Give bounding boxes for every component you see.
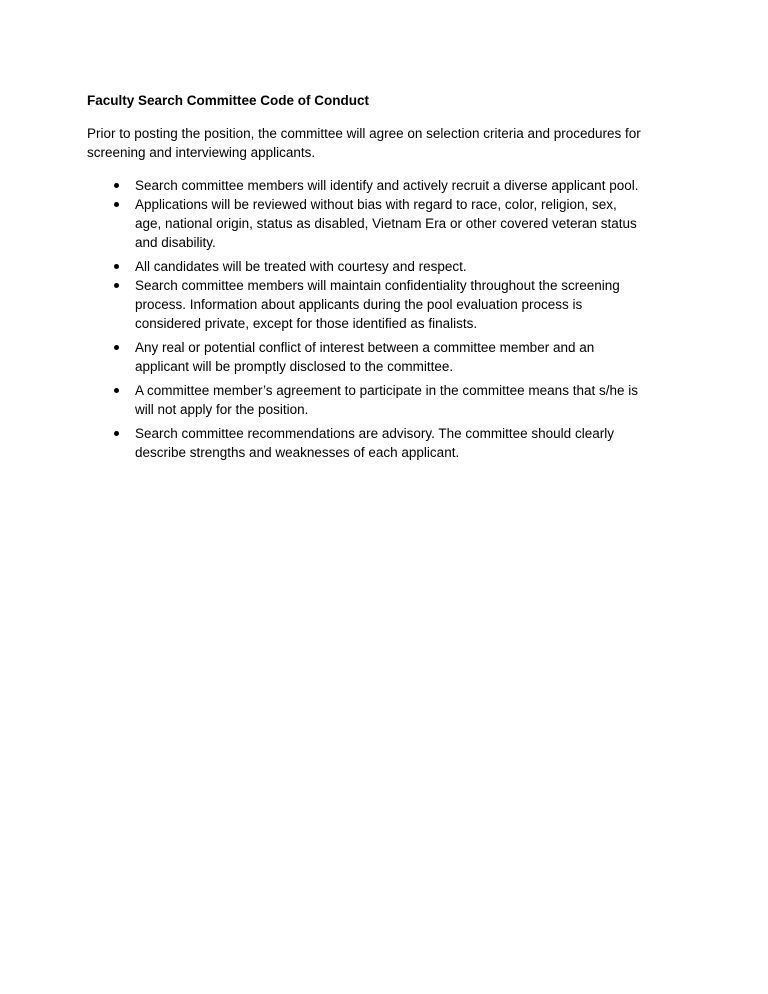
- list-item: [87, 276, 645, 333]
- list-item: [87, 195, 645, 252]
- bullet-icon: [114, 345, 119, 350]
- list-item-text: Search committee members will maintain confidentiality throughout the screening process. Information about applicants during the pool evaluation process is considered private, except for those identified as finalists.: [135, 278, 620, 331]
- list-item-text: A committee member’s agreement to participate in the committee means that s/he is will not apply for the position.: [135, 383, 638, 417]
- bullet-icon: [114, 431, 119, 436]
- bullet-icon: [114, 264, 119, 269]
- list-item: [87, 338, 645, 376]
- intro-paragraph: Prior to posting the position, the committee will agree on selection criteria and procedures for screening and interviewing applicants.: [87, 126, 641, 160]
- list-item-text: Applications will be reviewed without bias with regard to race, color, religion, sex, age, national origin, status as disabled, Vietnam Era or other covered veteran status and disability.: [135, 197, 637, 250]
- list-item-text: Search committee members will identify and actively recruit a diverse applicant pool.: [135, 178, 639, 193]
- bullet-icon: [114, 283, 119, 288]
- list-item-text: All candidates will be treated with courtesy and respect.: [135, 259, 467, 274]
- list-item-text: Any real or potential conflict of interest between a committee member and an applicant will be promptly disclosed to the committee.: [135, 340, 595, 374]
- document-title: Faculty Search Committee Code of Conduct: [87, 93, 370, 108]
- conduct-list: [87, 176, 687, 462]
- bullet-icon: [114, 202, 119, 207]
- list-item: [87, 381, 645, 419]
- bullet-icon: [114, 183, 119, 188]
- list-item: [87, 176, 645, 195]
- list-item-text: Search committee recommendations are advisory. The committee should clearly describe strengths and weaknesses of each applicant.: [135, 426, 614, 460]
- list-item: [87, 257, 645, 276]
- list-item: [87, 424, 645, 462]
- document-body: [87, 91, 687, 462]
- bullet-icon: [114, 388, 119, 393]
